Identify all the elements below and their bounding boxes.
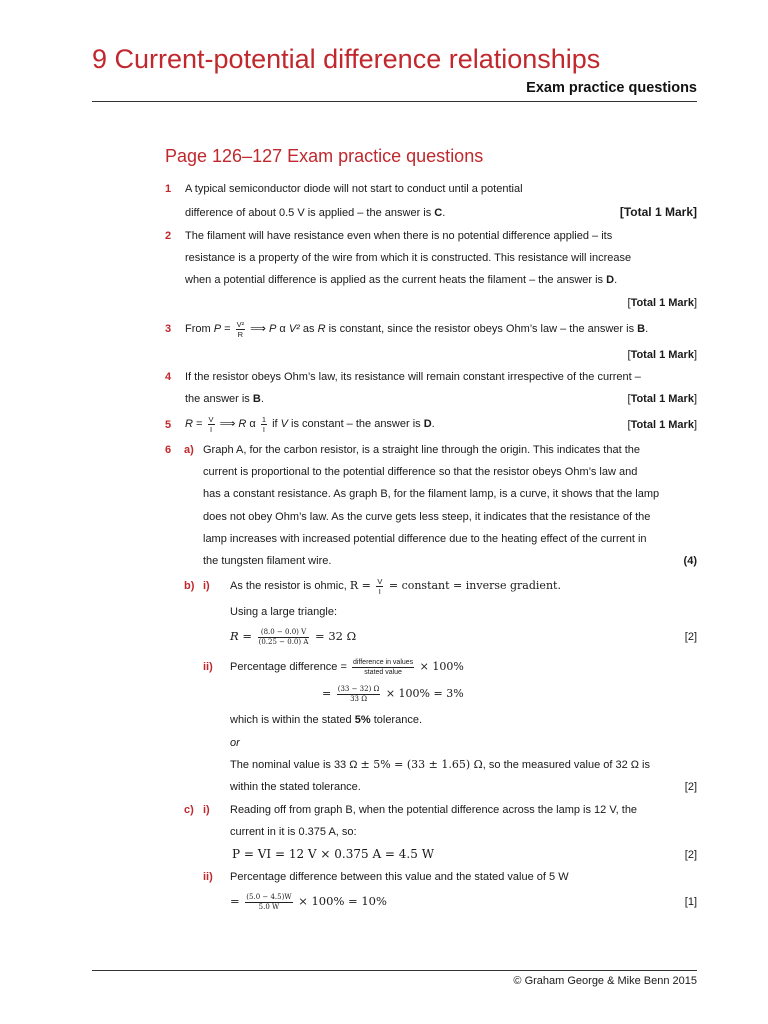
q4-mark: [Total 1 Mark] bbox=[627, 393, 697, 405]
q3-p: P bbox=[213, 323, 222, 335]
q5-fraction-2: $\frac{1}{I}$ bbox=[261, 414, 267, 434]
q5-r: R bbox=[185, 418, 193, 430]
q2-mark: [Total 1 Mark] bbox=[627, 297, 697, 309]
q2-line1: The filament will have resistance even when there is no potential difference applied – its bbox=[185, 230, 613, 242]
q3-fraction: $\frac{\text{V²}}{R}$ bbox=[236, 319, 245, 339]
q6a-line: lamp increases with increased potential difference due to the heating effect of the current in bbox=[203, 533, 647, 545]
q6bi-r: R bbox=[349, 579, 359, 592]
q4-line2-text: the answer is bbox=[185, 393, 253, 405]
q6a-line: current is proportional to the potential difference so that the resistor obeys Ohm’s law and bbox=[203, 466, 638, 478]
q5-text-a: if bbox=[269, 418, 281, 430]
q6bii-text: Percentage difference = bbox=[230, 661, 350, 673]
q2-mark-text: Total 1 Mark bbox=[630, 297, 694, 309]
q3-mark: [Total 1 Mark] bbox=[627, 349, 697, 361]
q1-line2-text: difference of about 0.5 V is applied – the answer is bbox=[185, 207, 435, 219]
q6cii-eq: = bbox=[230, 894, 244, 908]
q3-text-b: is constant, since the resistor obeys Ohm’s law – the answer is bbox=[325, 323, 638, 335]
q1-line1: A typical semiconductor diode will not start to conduct until a potential bbox=[185, 183, 523, 195]
q6cii-fraction: $\frac{(5.0 - 4.5)W}{5.0 W}$ bbox=[246, 892, 292, 911]
q6bi-line2: Using a large triangle: bbox=[230, 606, 338, 618]
question-number: 6 bbox=[165, 444, 172, 456]
q6bii-line5-c: , so the measured value of 32 Ω is bbox=[482, 759, 650, 771]
q5-fraction: $\frac{V}{I}$ bbox=[208, 414, 214, 434]
subpart-label: i) bbox=[203, 580, 210, 592]
q6bi-calc-fraction: $\frac{(8.0 - 0.0) V}{(0.25 - 0.0) A}$ bbox=[258, 627, 309, 646]
part-label: a) bbox=[184, 444, 194, 456]
q6a-mark: (4) bbox=[683, 555, 697, 567]
q5-prop-lhs: R bbox=[238, 418, 247, 430]
q6ci-line2: current in it is 0.375 A, so: bbox=[230, 826, 357, 838]
q6bi-fraction: $\frac{V}{I}$ bbox=[377, 576, 383, 596]
q6bi-text: As the resistor is ohmic, bbox=[230, 580, 350, 592]
q6ci-mark: [2] bbox=[684, 849, 697, 861]
q6bii-result: × 100% = 3% bbox=[382, 687, 464, 700]
q6bii-line5-a: The nominal value is 33 Ω bbox=[230, 759, 361, 771]
q3-from: From bbox=[185, 323, 214, 335]
q4-answer: B bbox=[252, 393, 261, 405]
q6bii-times: × 100% bbox=[416, 660, 464, 673]
q3-prop-rhs: V² bbox=[288, 323, 300, 335]
q6bii-line6: within the stated tolerance. bbox=[230, 781, 361, 793]
q3-r: R bbox=[317, 323, 326, 335]
q5-mark-text: Total 1 Mark bbox=[630, 419, 694, 431]
q6bi-calc-eq: = bbox=[238, 629, 256, 643]
proportional-symbol: α bbox=[276, 323, 289, 335]
q1-mark: [Total 1 Mark] bbox=[619, 205, 697, 219]
q6cii-line1: Percentage difference between this value and the stated value of 5 W bbox=[230, 871, 569, 883]
q2-line3-text: when a potential difference is applied as the current heats the filament – the answer is bbox=[185, 274, 607, 286]
q5-mark: [Total 1 Mark] bbox=[627, 419, 697, 431]
question-number: 3 bbox=[165, 323, 172, 335]
q2-line3: when a potential difference is applied as the current heats the filament – the answer is D. bbox=[185, 274, 618, 286]
q5-answer: D bbox=[423, 418, 432, 430]
q5-text-b: is constant – the answer is bbox=[287, 418, 424, 430]
q6bii-line3-a: which is within the stated bbox=[230, 714, 355, 726]
q6bii-line3-b: 5% bbox=[354, 714, 371, 726]
chapter-title: 9 Current-potential difference relationships bbox=[92, 44, 601, 74]
q6bii-eq: = bbox=[322, 687, 335, 700]
q6bii-line3-c: tolerance. bbox=[370, 714, 423, 726]
q6a-line: the tungsten filament wire. bbox=[203, 555, 332, 567]
q6cii-equation bbox=[230, 887, 387, 915]
q6bii-fraction-2: $\frac{(33 - 32) \Omega}{33 \Omega}$ bbox=[337, 684, 380, 703]
q2-answer: D bbox=[606, 274, 615, 286]
q1-answer: C bbox=[434, 207, 443, 219]
q6a-line: has a constant resistance. As graph B, for the filament lamp, is a curve, it shows that the lamp bbox=[203, 488, 660, 500]
q6bii-line3 bbox=[230, 713, 422, 727]
q4-line2: the answer is B. bbox=[185, 393, 264, 405]
q6a-line: Graph A, for the carbon resistor, is a straight line through the origin. This indicates that the bbox=[203, 444, 640, 456]
q6bi-calc-result: = 32 Ω bbox=[311, 629, 357, 643]
implies-symbol: ⟹ bbox=[247, 323, 270, 335]
q3-answer: B bbox=[637, 323, 646, 335]
q6bi-line1 bbox=[230, 572, 561, 600]
q3-prop-lhs: P bbox=[269, 323, 277, 335]
q6bii-fraction: $\frac{\text{difference in values}}{\text{stated value}}$ bbox=[352, 658, 414, 676]
footer-divider bbox=[92, 970, 697, 971]
question-number: 5 bbox=[165, 419, 172, 431]
q6bi-eq: = bbox=[358, 579, 375, 592]
q6bii-line5 bbox=[230, 758, 650, 772]
part-label: b) bbox=[184, 580, 195, 592]
subpart-label: ii) bbox=[203, 871, 213, 883]
question-number: 4 bbox=[165, 371, 172, 383]
q6bii-line5-b: ± 5% = (33 ± 1.65) Ω bbox=[360, 758, 483, 771]
proportional-symbol: α bbox=[246, 418, 259, 430]
q6ci-line1: Reading off from graph B, when the potential difference across the lamp is 12 V, the bbox=[230, 804, 638, 816]
q6a-line: does not obey Ohm’s law. As the curve gets less steep, it indicates that the resistance of the bbox=[203, 511, 651, 523]
q5-eq: = bbox=[192, 418, 206, 430]
q6bii-mark: [2] bbox=[684, 781, 697, 793]
question-number: 2 bbox=[165, 230, 172, 242]
q6cii-mark: [1] bbox=[684, 896, 697, 908]
q5-line: R = $\frac{V}{I}$ ⟹ R α $\frac{1}{I}$ if V is constant – the answer is D. bbox=[185, 414, 435, 434]
page-subtitle: Exam practice questions bbox=[526, 80, 697, 96]
section-title: Page 126–127 Exam practice questions bbox=[165, 146, 484, 166]
header-divider bbox=[92, 101, 697, 102]
q5-v: V bbox=[280, 418, 288, 430]
q2-line2: resistance is a property of the wire from which it is constructed. This resistance will increase bbox=[185, 252, 632, 264]
q6bii-or: or bbox=[230, 737, 240, 749]
q6bi-calc bbox=[230, 622, 356, 650]
q4-line1: If the resistor obeys Ohm’s law, its resistance will remain constant irrespective of the current – bbox=[185, 371, 641, 383]
q1-line2: difference of about 0.5 V is applied – the answer is C. bbox=[185, 207, 446, 219]
q3-eq: = bbox=[221, 323, 234, 335]
q6bi-calc-r: R bbox=[230, 629, 239, 643]
q6ci-equation: P = VI = 12 V × 0.375 A = 4.5 W bbox=[232, 847, 435, 861]
q6bi-rest: = constant = inverse gradient. bbox=[385, 579, 561, 592]
q3-line: From P = $\frac{\text{V²}}{R}$ ⟹ P α V² as R is constant, since the resistor obeys Ohm’s law – the answer is B. bbox=[185, 319, 649, 339]
q6bii-line2 bbox=[322, 680, 464, 708]
subpart-label: ii) bbox=[203, 661, 213, 673]
q6bi-mark: [2] bbox=[684, 631, 697, 643]
q3-mark-text: Total 1 Mark bbox=[630, 349, 694, 361]
q6bii-line1 bbox=[230, 653, 464, 681]
implies-symbol: ⟹ bbox=[216, 418, 239, 430]
part-label: c) bbox=[184, 804, 194, 816]
q3-text-a: as bbox=[299, 323, 318, 335]
q4-mark-text: Total 1 Mark bbox=[630, 393, 694, 405]
q6cii-result: × 100% = 10% bbox=[294, 894, 387, 908]
footer-copyright: © Graham George & Mike Benn 2015 bbox=[513, 975, 697, 987]
question-number: 1 bbox=[165, 183, 172, 195]
subpart-label: i) bbox=[203, 804, 210, 816]
